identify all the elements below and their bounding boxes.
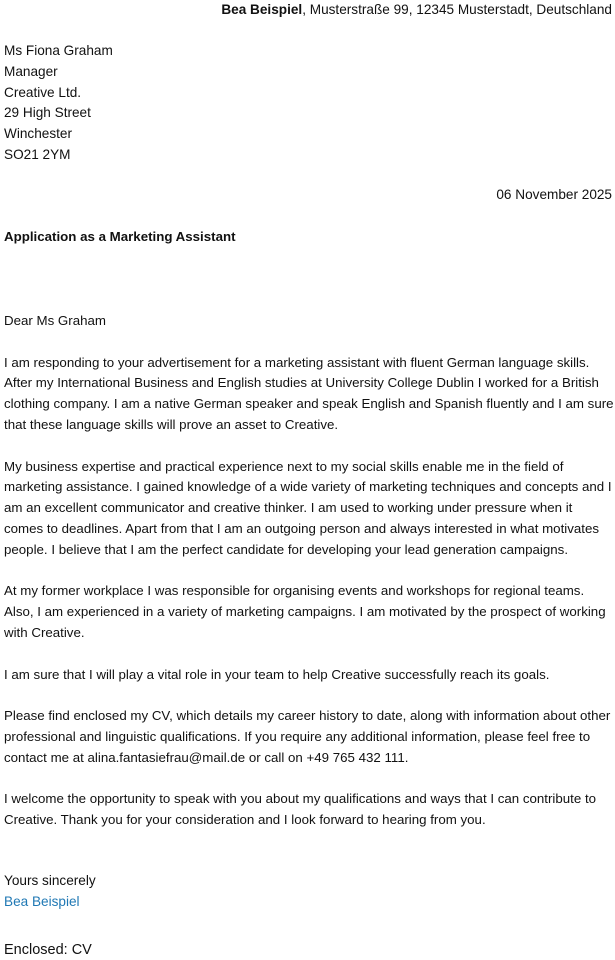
recipient-line: Creative Ltd.: [4, 84, 82, 100]
body-paragraph: Please find enclosed my CV, which details my career history to date, along with information about other professional and linguistic qualifications. If you require any additional information, please feel free to contact me at alina.fantasiefrau@mail.de or call on +49 765 432 111.: [4, 708, 611, 765]
letter-subject: Application as a Marketing Assistant: [4, 229, 236, 244]
body-paragraph: I am sure that I will play a vital role in your team to help Creative successfully reach its goals.: [4, 666, 550, 682]
enclosure-note: Enclosed: CV: [4, 942, 92, 958]
closing-phrase: Yours sincerely: [4, 873, 96, 888]
sender-address: , Musterstraße 99, 12345 Musterstadt, Deutschland: [302, 2, 612, 17]
closing-block: [4, 871, 96, 913]
sender-name: Bea Beispiel: [221, 2, 303, 17]
recipient-line: 29 High Street: [4, 105, 91, 121]
recipient-line: Ms Fiona Graham: [4, 43, 113, 58]
signature: Bea Beispiel: [4, 893, 80, 909]
body-paragraph: I welcome the opportunity to speak with you about my qualifications and ways that I can contribute to Creative. Thank you for your consideration and I look forward to hearing from you.: [4, 791, 597, 828]
recipient-address: [4, 41, 113, 166]
body-paragraph: At my former workplace I was responsible for organising events and workshops for regional teams. Also, I am experienced in a variety of marketing campaigns. I am motivated by the prospect of working with Creative.: [4, 583, 606, 640]
recipient-line: Manager: [4, 63, 58, 79]
recipient-line: Winchester: [4, 126, 72, 142]
sender-line: [221, 1, 612, 19]
salutation: Dear Ms Graham: [4, 313, 106, 328]
body-paragraph: My business expertise and practical experience next to my social skills enable me in the field of marketing assistance. I gained knowledge of a wide variety of marketing techniques and concepts and I am an excellent communicator and creative thinker. I am used to working under pressure when it comes to deadlines. Apart from that I am an outgoing person and always interested in what motivates people. I believe that I am the perfect candidate for developing your lead generation campaigns.: [4, 458, 612, 557]
body-paragraph: I am responding to your advertisement for a marketing assistant with fluent German language skills. After my International Business and English studies at University College Dublin I worked for a British clothing company. I am a native German speaker and speak English and Spanish fluently and I am sure that these language skills will prove an asset to Creative.: [4, 354, 614, 432]
letter-body: [4, 311, 614, 852]
recipient-line: SO21 2YM: [4, 146, 71, 162]
letter-date: 06 November 2025: [496, 187, 612, 202]
